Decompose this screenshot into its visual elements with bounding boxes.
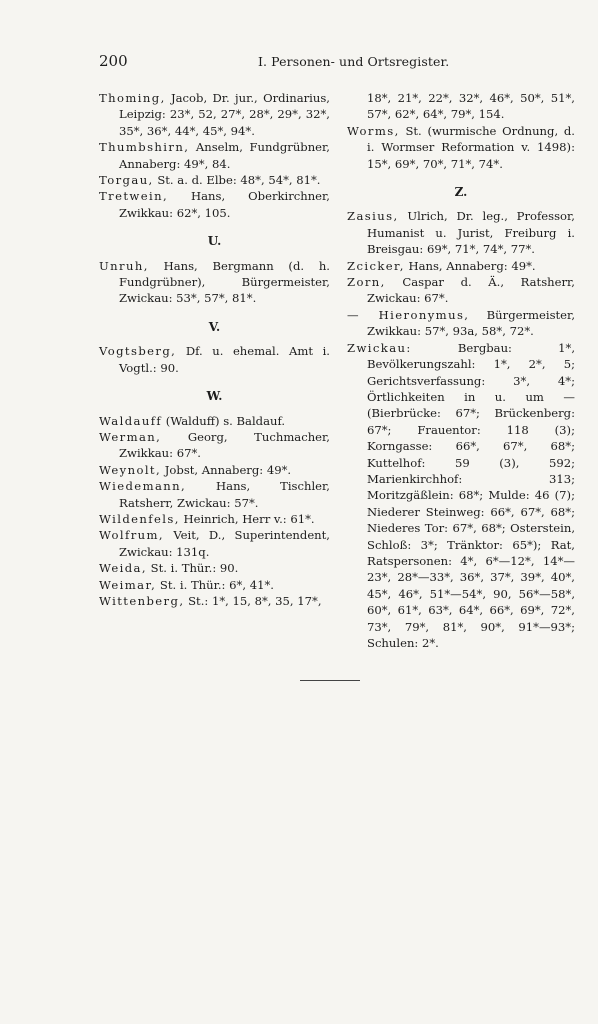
index-entry — [99, 478, 330, 511]
index-entry — [99, 343, 330, 376]
entry-text: Georg, Tuchmacher, Zwikkau: 67*. — [119, 429, 330, 461]
entry-headword: Zwickau: — [347, 340, 412, 355]
entry-text: St. a. d. Elbe: 48*, 54*, 81*. — [153, 173, 321, 188]
page-number: 200 — [99, 52, 128, 70]
entry-headword: Weida, — [99, 561, 147, 576]
entry-text: Caspar d. Ä., Ratsherr, Zwickau: 67*. — [367, 275, 575, 306]
entry-headword: Weimar, — [99, 577, 157, 592]
index-entry — [99, 139, 330, 172]
index-entry — [347, 274, 575, 307]
entry-text: Bürgermeister, Zwikkau: 57*, 93a, 58*, 72*. — [367, 307, 576, 339]
entry-text: Jobst, Annaberg: 49*. — [161, 462, 292, 477]
section-letter: W. — [206, 389, 223, 404]
entry-headword: Wolfrum, — [99, 528, 164, 543]
entry-text: Heinrich, Herr v.: 61*. — [179, 511, 315, 526]
index-entry — [99, 188, 330, 221]
section-letter: V. — [208, 319, 221, 334]
entry-text: Hans, Tischler, Ratsherr, Zwickau: 57*. — [119, 479, 330, 510]
index-column-left — [99, 90, 330, 609]
entry-headword: Werman, — [99, 429, 162, 444]
entry-headword: Tretwein, — [99, 189, 169, 204]
index-column-right — [347, 90, 575, 651]
entry-text: (Walduff) s. Baldauf. — [162, 413, 286, 428]
index-entry — [347, 90, 575, 123]
index-entry — [347, 123, 575, 172]
entry-headword: Wiedemann, — [99, 479, 187, 494]
entry-text: Hans, Oberkirchner, Zwikkau: 62*, 105. — [119, 189, 330, 220]
index-entry — [99, 560, 330, 576]
entry-headword: Weynolt, — [99, 462, 162, 477]
entry-headword: — Hieronymus, — [347, 307, 470, 322]
index-entry — [347, 340, 575, 652]
entry-text: Anselm, Fundgrübner, Annaberg: 49*, 84. — [119, 140, 330, 171]
index-entry — [99, 462, 330, 478]
index-entry — [99, 593, 330, 609]
entry-headword: Vogtsberg, — [99, 344, 177, 359]
entry-headword: Thumbshirn, — [99, 140, 190, 155]
entry-text: Hans, Annaberg: 49*. — [404, 258, 536, 273]
entry-headword: Zorn, — [347, 275, 386, 290]
section-letter: Z. — [454, 185, 468, 200]
entry-headword: Waldauff — [99, 413, 163, 428]
index-entry — [99, 90, 330, 139]
index-entry — [99, 577, 330, 593]
entry-headword: Worms, — [347, 123, 400, 138]
entry-text: Veit, D., Superintendent, Zwickau: 131q. — [119, 528, 330, 559]
entry-headword: Unruh, — [99, 258, 149, 273]
index-entry — [99, 258, 330, 307]
entry-text: Hans, Bergmann (d. h. Fundgrübner), Bürgermeister, Zwickau: 53*, 57*, 81*. — [119, 258, 330, 306]
entry-text: Bergbau: 1*, Bevölkerungszahl: 1*, 2*, 5; Gerichtsverfassung: 3*, 4*; Örtlichkeiten in u. um — (Bierbrücke: 67*; Brückenberg: 67*; Frauentor: 118 (3); Korngasse: 66*, 67*, 68*; Kuttelhof: 59 (3), 592; Marienkirchhof: 313; Moritzgäßlein: 68*; Mulde: 46 (7); Niederer Steinweg: 66*, 67*, 68*; Niederes Tor: 67*, 68*; Osterstein, Schloß: 3*; Tränktor: 65*); Rat, Ratspersonen: 4*, 6*—12*, 14*—23*, 28*—33*, 36*, 37*, 39*, 40*, 45*, 46*, 51*—54*, 90, 56*—58*, 60*, 61*, 63*, 64*, 66*, 69*, 72*, 73*, 79*, 81*, 90*, 91*—93*; Schulen: 2*. — [367, 340, 575, 650]
index-entry — [347, 307, 575, 340]
end-rule — [300, 680, 360, 681]
index-entry — [99, 172, 330, 188]
entry-text: St.: 1*, 15, 8*, 35, 17*, — [184, 593, 322, 608]
entry-headword: Torgau, — [99, 173, 154, 188]
running-title: I. Personen- und Ortsregister. — [258, 54, 450, 69]
entry-text: St. (wurmische Ordnung, d. i. Wormser Reformation v. 1498): 15*, 69*, 70*, 71*, 74*. — [367, 123, 575, 171]
section-letter: U. — [207, 234, 222, 249]
entry-headword: Thoming, — [99, 91, 166, 105]
entry-headword: Zcicker, — [347, 258, 405, 273]
entry-headword: Wittenberg, — [99, 593, 185, 608]
index-entry — [99, 511, 330, 527]
entry-text: St. i. Thür.: 90. — [146, 561, 239, 576]
entry-headword: Wildenfels, — [99, 511, 180, 526]
entry-text: Df. u. ehemal. Amt i. Vogtl.: 90. — [119, 344, 330, 375]
index-entry — [99, 413, 330, 429]
entry-headword: Zasius, — [347, 209, 399, 224]
entry-text: Jacob, Dr. jur., Ordinarius, Leipzig: 23*, 52, 27*, 28*, 29*, 32*, 35*, 36*, 44*, 45*, 94*. — [119, 91, 330, 138]
index-entry — [347, 258, 575, 274]
entry-text: Ulrich, Dr. leg., Professor, Humanist u. Jurist, Freiburg i. Breisgau: 69*, 71*, 74*, 77*. — [367, 209, 575, 257]
entry-text: 18*, 21*, 22*, 32*, 46*, 50*, 51*, 57*, 62*, 64*, 79*, 154. — [367, 91, 575, 122]
index-entry — [99, 429, 330, 462]
index-entry — [347, 208, 575, 257]
index-entry — [99, 527, 330, 560]
entry-text: St. i. Thür.: 6*, 41*. — [156, 577, 274, 592]
